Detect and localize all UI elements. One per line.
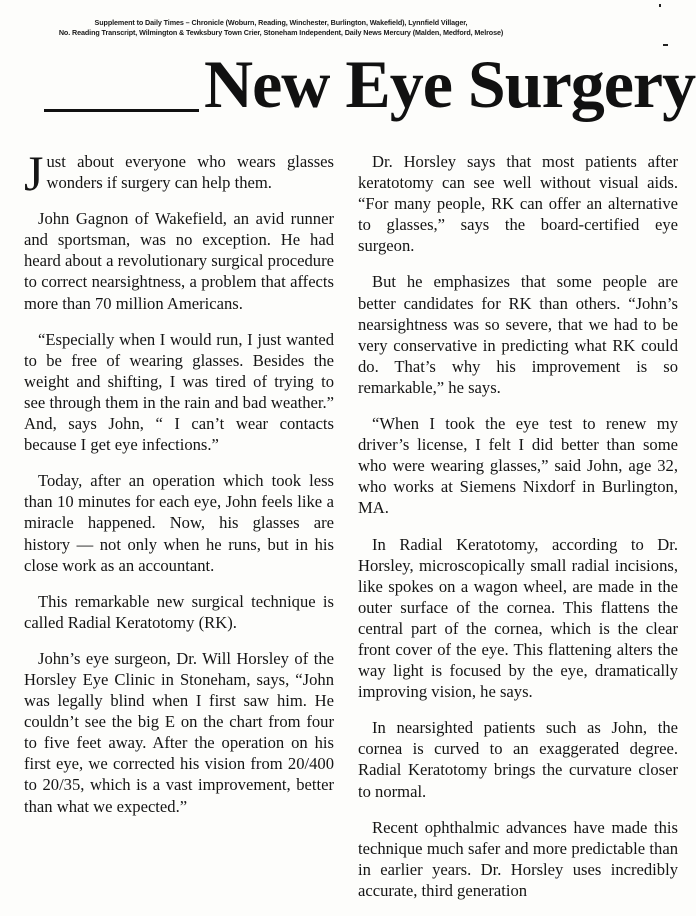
- supplement-masthead: [0, 18, 562, 38]
- article-paragraph: But he emphasizes that some people are better candidates for RK than others. “John’s nearsightness was so severe, that we had to be very conservative in predicting what RK could do. That’s why his improvement is so remarkable,” he says.: [358, 272, 678, 397]
- supplement-line-2: No. Reading Transcript, Wilmington & Tewksbury Town Crier, Stoneham Independent, Daily News Mercury (Malden, Medford, Melrose): [58, 28, 504, 37]
- article-paragraph: John’s eye surgeon, Dr. Will Horsley of the Horsley Eye Clinic in Stoneham, says, “John was legally blind when I first saw him. He couldn’t see the big E on the chart from four to five feet away. After the operation on his first eye, we corrected his vision from 20/400 to 20/35, which is a vast improvement, better than what we expected.”: [24, 648, 334, 816]
- article-paragraph: Today, after an operation which took less than 10 minutes for each eye, John feels like a miracle happened. Now, his glasses are history — not only when he runs, but in his close work as an accountant.: [24, 471, 334, 575]
- article-paragraph: This remarkable new surgical technique is called Radial Keratotomy (RK).: [24, 591, 334, 632]
- article-paragraph: [24, 145, 334, 201]
- article-paragraph: “Especially when I would run, I just wanted to be free of wearing glasses. Besides the weight and shifting, I was tired of trying to see through them in the rain and bad weather.” And, says John, “ I can’t wear contacts because I get eye infections.”: [24, 329, 334, 455]
- article-paragraph: John Gagnon of Wakefield, an avid runner and sportsman, was no exception. He had heard about a revolutionary surgical procedure to correct nearsightness, a problem that affects more than 70 million Americans.: [24, 209, 334, 313]
- headline-row: [44, 48, 694, 128]
- article-right-column: [358, 151, 678, 916]
- article-paragraph: In nearsighted patients such as John, the cornea is curved to an exaggerated degree. Radial Keratotomy brings the curvature closer to normal.: [358, 718, 678, 801]
- article-paragraph: “When I took the eye test to renew my driver’s license, I felt I did better than some who were wearing glasses,” said John, age 32, who works at Siemens Nixdorf in Burlington, MA.: [358, 414, 678, 518]
- headline-rule: [44, 109, 199, 112]
- supplement-line-1: Supplement to Daily Times – Chronicle (Woburn, Reading, Winchester, Burlington, Wakefield), Lynnfield Villager,: [94, 18, 468, 27]
- article-paragraph: Recent ophthalmic advances have made this technique much safer and more predictable than in earlier years. Dr. Horsley uses incredibly accurate, third generation: [358, 817, 678, 900]
- article-left-column: [24, 145, 334, 832]
- headline: New Eye Surgery: [204, 46, 696, 122]
- paragraph-text: ust about everyone who wears glasses wonders if surgery can help them.: [46, 152, 334, 193]
- scan-mark: [659, 4, 661, 7]
- article-paragraph: In Radial Keratotomy, according to Dr. Horsley, microscopically small radial incisions, like spokes on a wagon wheel, are made in the outer surface of the cornea. This flattens the central part of the cornea, which is the clear front cover of the eye. This flattening alters the way light is focused by the eye, dramatically improving vision, he says.: [358, 534, 678, 702]
- scan-mark: [663, 44, 668, 46]
- drop-cap: J: [24, 145, 44, 201]
- article-paragraph: Dr. Horsley says that most patients after keratotomy can see well without visual aids. “For many people, RK can offer an alternative to glasses,” says the board-certified eye surgeon.: [358, 152, 678, 256]
